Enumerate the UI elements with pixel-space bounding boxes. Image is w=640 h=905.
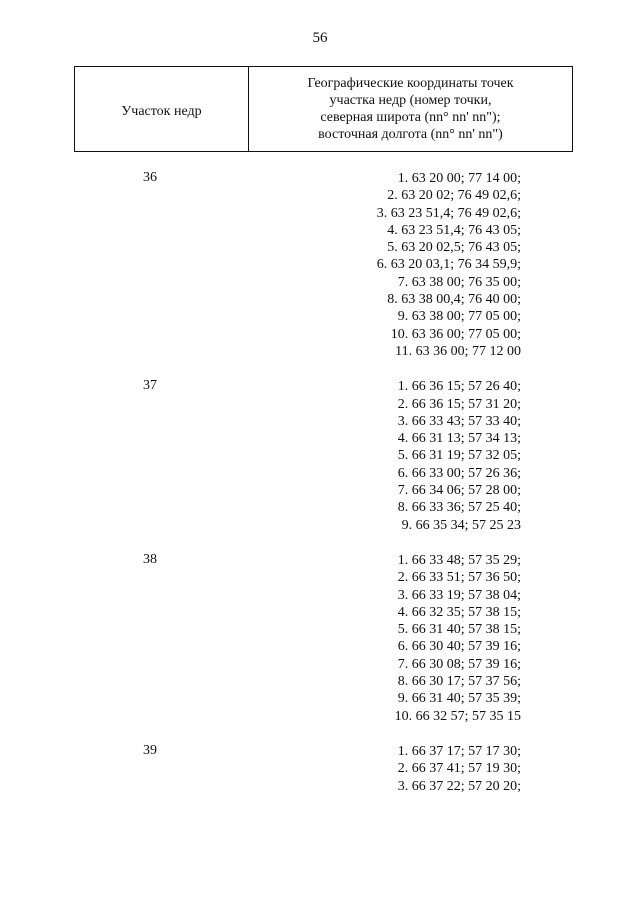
subsoil-area-number: 36 xyxy=(143,170,157,185)
table-row xyxy=(0,170,640,360)
subsoil-area-number: 38 xyxy=(143,551,157,567)
coordinate-point: 5. 63 20 02,5; 76 43 05; xyxy=(387,240,521,256)
coordinate-point: 6. 66 33 00; 57 26 36; xyxy=(397,465,521,481)
coordinate-point: 2. 66 36 15; 57 31 20; xyxy=(397,396,521,412)
coordinate-point: 7. 63 38 00; 76 35 00; xyxy=(397,274,521,290)
coordinate-point: 5. 66 31 19; 57 32 05; xyxy=(397,448,521,464)
coordinate-list xyxy=(300,170,521,360)
coordinate-list xyxy=(300,743,521,795)
coordinate-point: 1. 63 20 00; 77 14 00; xyxy=(397,171,521,186)
table-header xyxy=(74,66,573,152)
header-column-coordinates xyxy=(249,67,572,151)
coordinate-point: 3. 66 37 22; 57 20 20; xyxy=(397,778,521,794)
header-coordinates-line: восточная долгота (nn° nn' nn") xyxy=(318,127,503,142)
coordinate-point: 5. 66 31 40; 57 38 15; xyxy=(397,622,521,638)
header-coordinates-line: Географические координаты точек xyxy=(307,76,514,91)
coordinate-point: 4. 66 31 13; 57 34 13; xyxy=(397,431,521,447)
coordinate-point: 6. 63 20 03,1; 76 34 59,9; xyxy=(376,257,521,273)
coordinate-point: 8. 63 38 00,4; 76 40 00; xyxy=(387,292,521,308)
coordinate-point: 9. 66 31 40; 57 35 39; xyxy=(397,691,521,707)
table-row xyxy=(0,552,640,725)
coordinate-point: 10. 63 36 00; 77 05 00; xyxy=(390,326,521,342)
coordinates-table-body xyxy=(0,170,640,813)
coordinate-point: 1. 66 36 15; 57 26 40; xyxy=(397,379,521,395)
table-row xyxy=(0,743,640,795)
coordinate-point: 2. 66 37 41; 57 19 30; xyxy=(397,761,521,777)
coordinate-point: 4. 66 32 35; 57 38 15; xyxy=(397,604,521,620)
coordinate-point: 7. 66 30 08; 57 39 16; xyxy=(397,656,521,672)
coordinate-point: 4. 63 23 51,4; 76 43 05; xyxy=(387,222,521,238)
coordinate-point: 8. 66 33 36; 57 25 40; xyxy=(397,500,521,516)
coordinate-point: 10. 66 32 57; 57 35 15 xyxy=(394,708,521,724)
coordinate-list xyxy=(300,378,521,534)
coordinate-list xyxy=(300,552,521,725)
coordinate-point: 11. 63 36 00; 77 12 00 xyxy=(395,343,521,359)
header-coordinates-line: участка недр (номер точки, xyxy=(329,93,492,108)
coordinate-point: 6. 66 30 40; 57 39 16; xyxy=(397,639,521,655)
coordinate-point: 2. 66 33 51; 57 36 50; xyxy=(397,570,521,586)
coordinate-point: 1. 66 33 48; 57 35 29; xyxy=(397,552,521,568)
subsoil-area-number: 37 xyxy=(143,378,157,394)
coordinate-point: 7. 66 34 06; 57 28 00; xyxy=(397,483,521,499)
subsoil-area-number: 39 xyxy=(143,742,157,758)
coordinate-point: 3. 66 33 19; 57 38 04; xyxy=(397,587,521,603)
coordinate-point: 8. 66 30 17; 57 37 56; xyxy=(397,674,521,690)
coordinate-point: 3. 63 23 51,4; 76 49 02,6; xyxy=(376,205,521,221)
table-row xyxy=(0,378,640,534)
header-column-subsoil-area: Участок недр xyxy=(75,67,249,151)
page-number: 56 xyxy=(312,30,328,46)
header-coordinates-line: северная широта (nn° nn' nn"); xyxy=(320,110,501,125)
coordinate-point: 3. 66 33 43; 57 33 40; xyxy=(397,413,521,429)
coordinate-point: 9. 66 35 34; 57 25 23 xyxy=(401,517,521,533)
coordinate-point: 9. 63 38 00; 77 05 00; xyxy=(397,309,521,325)
coordinate-point: 2. 63 20 02; 76 49 02,6; xyxy=(387,188,521,204)
coordinate-point: 1. 66 37 17; 57 17 30; xyxy=(397,743,521,759)
